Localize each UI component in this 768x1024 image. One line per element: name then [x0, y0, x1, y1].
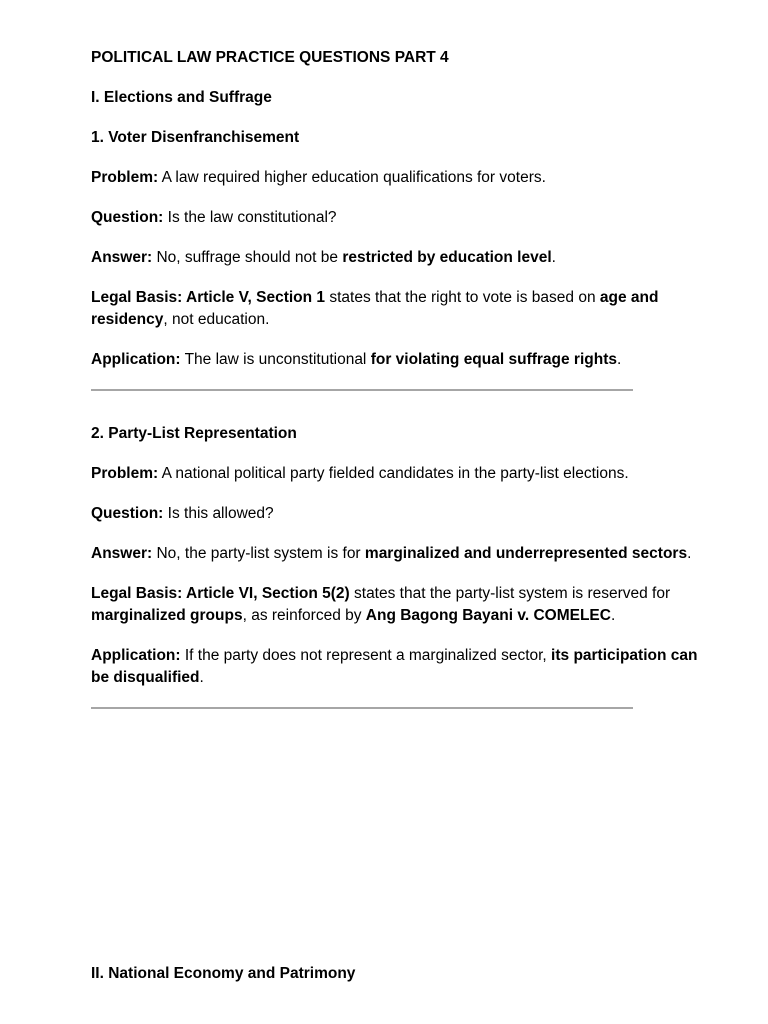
application-text: The law is unconstitutional: [180, 351, 371, 368]
application-text: If the party does not represent a marginalized sector,: [180, 647, 552, 664]
legal-basis-emphasis: marginalized groups: [91, 607, 243, 624]
problem-paragraph: [91, 463, 719, 485]
answer-emphasis: restricted by education level: [342, 249, 552, 266]
legal-basis-text-end: , not education.: [163, 311, 270, 328]
answer-text-end: .: [551, 249, 556, 266]
question-label: Question:: [91, 209, 164, 226]
question-text: Is the law constitutional?: [163, 209, 337, 226]
document-body: [91, 47, 719, 741]
legal-basis-label: Legal Basis: Article VI, Section 5(2): [91, 585, 350, 602]
question-paragraph: [91, 207, 719, 229]
legal-basis-emphasis: age and residency: [91, 289, 659, 328]
section-heading-national-economy: II. National Economy and Patrimony: [91, 964, 356, 982]
answer-label: Answer:: [91, 249, 153, 266]
application-text-end: .: [617, 351, 622, 368]
question-text: Is this allowed?: [163, 505, 274, 522]
legal-basis-text-end: .: [610, 607, 616, 624]
problem-label: Problem:: [91, 169, 159, 186]
answer-paragraph: [91, 543, 719, 565]
question-label: Question:: [91, 505, 164, 522]
application-emphasis: its participation can be disqualified: [91, 647, 698, 686]
answer-text: No, the party-list system is for: [152, 545, 365, 562]
horizontal-rule: [91, 707, 633, 709]
document-title: POLITICAL LAW PRACTICE QUESTIONS PART 4: [91, 49, 449, 66]
question-heading-voter-disenfranchisement: 1. Voter Disenfranchisement: [91, 129, 300, 146]
application-label: Application:: [91, 351, 181, 368]
answer-text: No, suffrage should not be: [152, 249, 343, 266]
application-text-end: .: [199, 669, 204, 686]
section-heading-elections: I. Elections and Suffrage: [91, 89, 272, 106]
answer-paragraph: [91, 247, 719, 269]
question-paragraph: [91, 503, 719, 525]
legal-basis-text: states that the party-list system is reserved for: [349, 585, 671, 602]
application-emphasis: for violating equal suffrage rights: [370, 351, 617, 368]
problem-text: A national political party fielded candidates in the party-list elections.: [158, 465, 629, 482]
application-label: Application:: [91, 647, 181, 664]
application-paragraph: [91, 645, 719, 689]
horizontal-rule: [91, 389, 633, 391]
answer-text-end: .: [687, 545, 692, 562]
answer-label: Answer:: [91, 545, 153, 562]
legal-basis-paragraph: [91, 287, 719, 331]
legal-basis-label: Legal Basis: Article V, Section 1: [91, 289, 326, 306]
question-heading-party-list: 2. Party-List Representation: [91, 425, 297, 442]
legal-basis-text: states that the right to vote is based on: [325, 289, 600, 306]
problem-label: Problem:: [91, 465, 159, 482]
answer-emphasis: marginalized and underrepresented sectors: [364, 545, 688, 562]
problem-paragraph: [91, 167, 719, 189]
case-citation: Ang Bagong Bayani v. COMELEC: [365, 607, 611, 624]
legal-basis-text-mid: , as reinforced by: [242, 607, 366, 624]
legal-basis-paragraph: [91, 583, 719, 627]
application-paragraph: [91, 349, 719, 371]
problem-text: A law required higher education qualifications for voters.: [158, 169, 546, 186]
